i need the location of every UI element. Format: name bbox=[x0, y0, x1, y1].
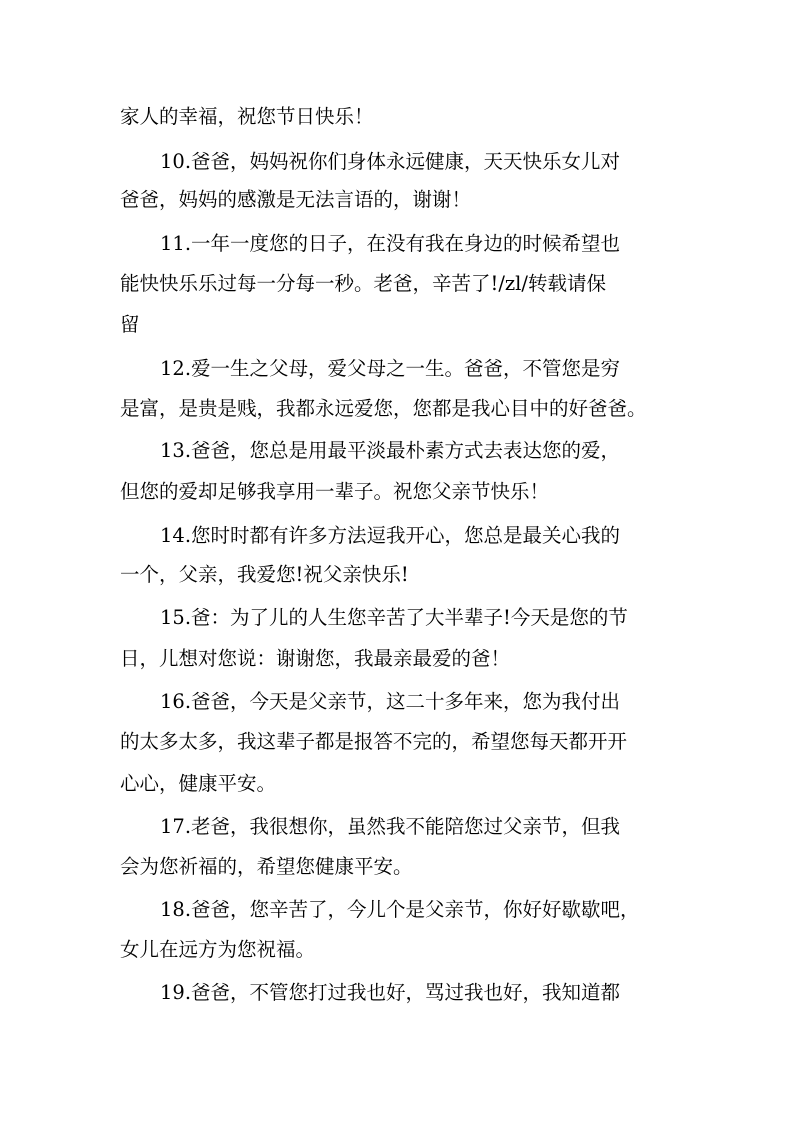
text-line: 18.爸爸，您辛苦了，今儿个是父亲节，你好好歇歇吧， bbox=[160, 898, 640, 921]
text-line: 是富，是贵是贱，我都永远爱您，您都是我心目中的好爸爸。 bbox=[120, 397, 647, 420]
text-line: 但您的爱却足够我享用一辈子。祝您父亲节快乐！ bbox=[120, 480, 550, 503]
text-line: 心心，健康平安。 bbox=[120, 772, 277, 795]
text-line: 女儿在远方为您祝福。 bbox=[120, 938, 316, 961]
text-line: 17.老爸，我很想你，虽然我不能陪您过父亲节，但我 bbox=[160, 815, 621, 838]
text-line: 13.爸爸，您总是用最平淡最朴素方式去表达您的爱， bbox=[160, 439, 621, 462]
text-line: 14.您时时都有许多方法逗我开心，您总是最关心我的 bbox=[160, 524, 621, 547]
text-line: 10.爸爸，妈妈祝你们身体永远健康，天天快乐女儿对 bbox=[160, 150, 621, 173]
text-line: 19.爸爸，不管您打过我也好，骂过我也好，我知道都 bbox=[160, 981, 621, 1004]
text-line: 能快快乐乐过每一分每一秒。老爸，辛苦了!/zl/转载请保 bbox=[120, 272, 606, 295]
text-line: 一个，父亲，我爱您!祝父亲快乐! bbox=[120, 563, 409, 586]
text-line: 爸爸，妈妈的感激是无法言语的，谢谢！ bbox=[120, 188, 472, 211]
text-line: 日，儿想对您说：谢谢您，我最亲最爱的爸！ bbox=[120, 647, 511, 670]
text-line: 12.爱一生之父母，爱父母之一生。爸爸，不管您是穷 bbox=[160, 357, 621, 380]
text-line: 留 bbox=[120, 313, 140, 336]
text-line: 15.爸：为了儿的人生您辛苦了大半辈子!今天是您的节 bbox=[160, 606, 628, 629]
text-line: 16.爸爸，今天是父亲节，这二十多年来，您为我付出 bbox=[160, 690, 621, 713]
text-line: 家人的幸福，祝您节日快乐！ bbox=[120, 105, 374, 128]
text-line: 11.一年一度您的日子，在没有我在身边的时候希望也 bbox=[160, 232, 621, 255]
text-line: 的太多太多，我这辈子都是报答不完的，希望您每天都开开 bbox=[120, 730, 628, 753]
text-line: 会为您祈福的，希望您健康平安。 bbox=[120, 855, 413, 878]
